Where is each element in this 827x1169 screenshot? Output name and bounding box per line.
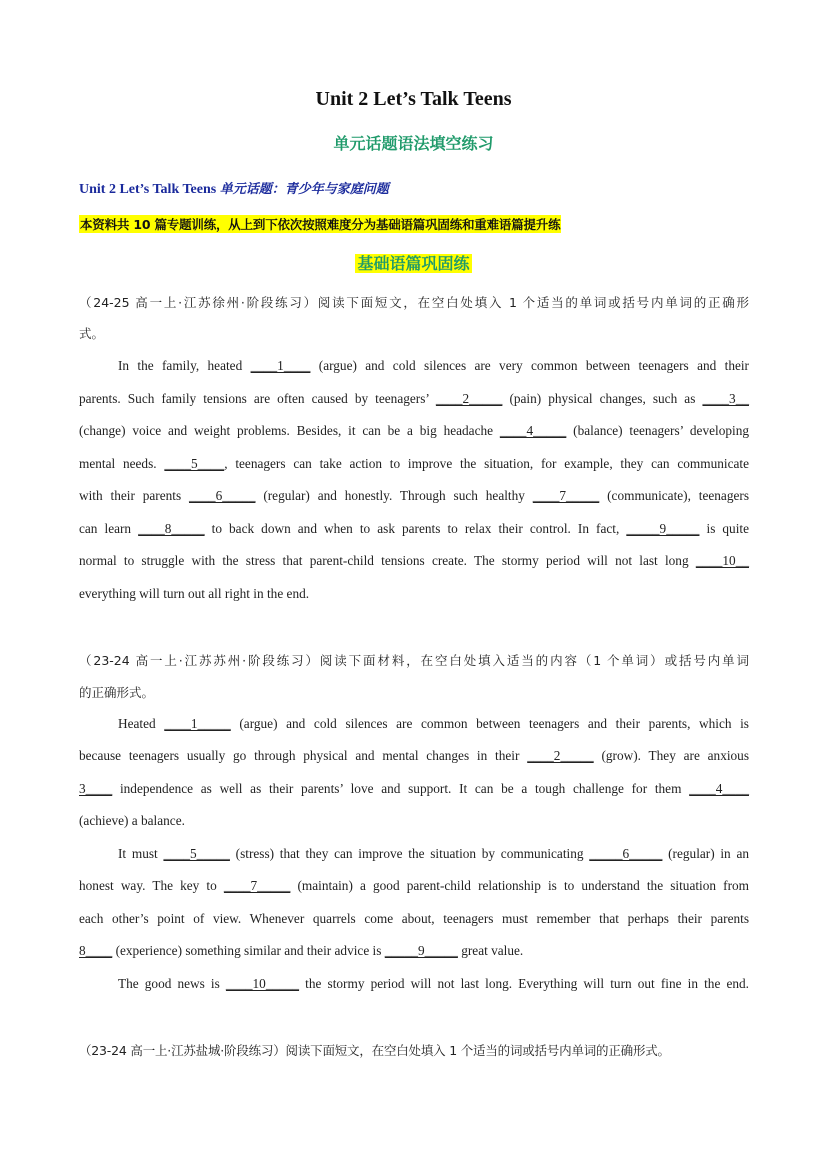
text-span: is quite bbox=[699, 521, 749, 536]
blank-10: ____10__ bbox=[695, 553, 749, 568]
passage1-instruction-line2: 式。 bbox=[79, 326, 105, 341]
text-span: (change) voice and weight problems. Besides, it can be a big headache bbox=[79, 423, 500, 438]
passage1-line4 bbox=[79, 456, 749, 472]
passage2-instruction-line2: 的正确形式。 bbox=[79, 685, 155, 700]
text-span: because teenagers usually go through physical and mental changes in their bbox=[79, 748, 528, 763]
passage2-line2 bbox=[79, 748, 749, 764]
blank-10: ____10_____ bbox=[225, 976, 300, 991]
text-span: great value. bbox=[457, 943, 524, 958]
passage2-line6 bbox=[79, 878, 749, 894]
passage1-line8 bbox=[79, 586, 749, 602]
section-heading bbox=[0, 251, 827, 274]
document-subtitle: 单元话题语法填空练习 bbox=[333, 134, 494, 153]
passage2-line7 bbox=[79, 911, 749, 927]
text-span: (stress) that they can improve the situation by communicating bbox=[229, 846, 590, 861]
text-span: can learn bbox=[79, 521, 139, 536]
text-span: (grow). They are anxious bbox=[593, 748, 750, 763]
blank-8: ____8_____ bbox=[138, 521, 205, 536]
text-span: (argue) and cold silences are common between teenagers and their parents, which is bbox=[230, 716, 749, 731]
text-span: (achieve) a balance. bbox=[79, 813, 185, 828]
text-span: the stormy period will not last long. Everything will turn out fine in the end. bbox=[299, 976, 749, 991]
passage1-line6 bbox=[79, 521, 749, 537]
blank-3: ____3__ bbox=[702, 391, 749, 406]
blank-4: ____4_____ bbox=[499, 423, 567, 438]
text-span: independence as well as their parents’ love and support. It can be a tough challenge for them bbox=[112, 781, 690, 796]
blank-5: ____5_____ bbox=[163, 846, 230, 861]
text-span: (maintain) a good parent-child relationship is to understand the situation from bbox=[290, 878, 749, 893]
text-span: to back down and when to ask parents to relax their control. In fact, bbox=[204, 521, 627, 536]
unit-topic-en: Unit 2 Let’s Talk Teens bbox=[79, 182, 220, 197]
text-span: Heated bbox=[118, 716, 165, 731]
blank-5: ____5____ bbox=[164, 456, 225, 471]
text-span: with their parents bbox=[79, 488, 189, 503]
section-title: 基础语篇巩固练 bbox=[357, 254, 470, 273]
passage2-line4 bbox=[79, 813, 749, 829]
passage2-line1 bbox=[118, 716, 749, 732]
blank-1: ____1____ bbox=[250, 358, 311, 373]
document-title: Unit 2 Let’s Talk Teens bbox=[315, 88, 512, 110]
blank-2: ____2_____ bbox=[435, 391, 503, 406]
blank-1: ____1_____ bbox=[164, 716, 231, 731]
highlighted-notice: 本资料共 10 篇专题训练，从上到下依次按照难度分为基础语篇巩固练和重难语篇提升练 bbox=[80, 217, 561, 232]
text-span: (balance) teenagers’ developing bbox=[566, 423, 749, 438]
text-span: (regular) and honestly. Through such healthy bbox=[255, 488, 533, 503]
blank-6: _____6_____ bbox=[589, 846, 663, 861]
blank-8: 8____ bbox=[79, 943, 113, 958]
passage1-instruction-line1: （24-25 高一上·江苏徐州·阶段练习）阅读下面短文，在空白处填入 1 个适当的单词或括号内单词的正确形 bbox=[79, 295, 749, 310]
unit-topic-line bbox=[79, 178, 389, 198]
blank-9: _____9_____ bbox=[384, 943, 458, 958]
text-span: (communicate), teenagers bbox=[599, 488, 749, 503]
passage2-line3 bbox=[79, 781, 749, 797]
passage3-instruction-line1: （23-24 高一上·江苏盐城·阶段练习）阅读下面短文，在空白处填入 1 个适当的词或括号内单词的正确形式。 bbox=[79, 1043, 670, 1058]
text-span: each other’s point of view. Whenever quarrels come about, teenagers must remember that perhaps their parents bbox=[79, 911, 749, 926]
text-span: honest way. The key to bbox=[79, 878, 224, 893]
text-span: normal to struggle with the stress that parent-child tensions create. The stormy period will not last long bbox=[79, 553, 696, 568]
text-span: In the family, heated bbox=[118, 358, 251, 373]
blank-6: ____6_____ bbox=[188, 488, 256, 503]
blank-7: ____7_____ bbox=[532, 488, 600, 503]
text-span: , teenagers can take action to improve the situation, for example, they can communicate bbox=[224, 456, 749, 471]
passage1-line3 bbox=[79, 423, 749, 439]
blank-3: 3____ bbox=[79, 781, 113, 796]
text-span: The good news is bbox=[118, 976, 226, 991]
passage1-line7 bbox=[79, 553, 749, 569]
passage1-line5 bbox=[79, 488, 749, 504]
text-span: parents. Such family tensions are often caused by teenagers’ bbox=[79, 391, 436, 406]
blank-9: _____9_____ bbox=[626, 521, 700, 536]
passage2-line8 bbox=[79, 943, 749, 959]
blank-2: ____2_____ bbox=[527, 748, 594, 763]
text-span: everything will turn out all right in the end. bbox=[79, 586, 310, 601]
blank-4: ____4____ bbox=[689, 781, 749, 796]
passage2-line9 bbox=[118, 976, 749, 992]
text-span: (experience) something similar and their advice is bbox=[112, 943, 385, 958]
unit-topic-zh: 单元话题：青少年与家庭问题 bbox=[219, 182, 389, 197]
passage2-line5 bbox=[118, 846, 749, 862]
text-span: (argue) and cold silences are very common between teenagers and their bbox=[310, 358, 749, 373]
passage2-instruction-line1: （23-24 高一上·江苏苏州·阶段练习）阅读下面材料，在空白处填入适当的内容（1 个单词）或括号内单词 bbox=[79, 653, 749, 668]
passage1-line2 bbox=[79, 391, 749, 407]
text-span: It must bbox=[118, 846, 164, 861]
text-span: (regular) in an bbox=[662, 846, 749, 861]
text-span: mental needs. bbox=[79, 456, 165, 471]
blank-7: ____7_____ bbox=[223, 878, 291, 893]
text-span: (pain) physical changes, such as bbox=[502, 391, 703, 406]
passage1-line1 bbox=[118, 358, 749, 374]
